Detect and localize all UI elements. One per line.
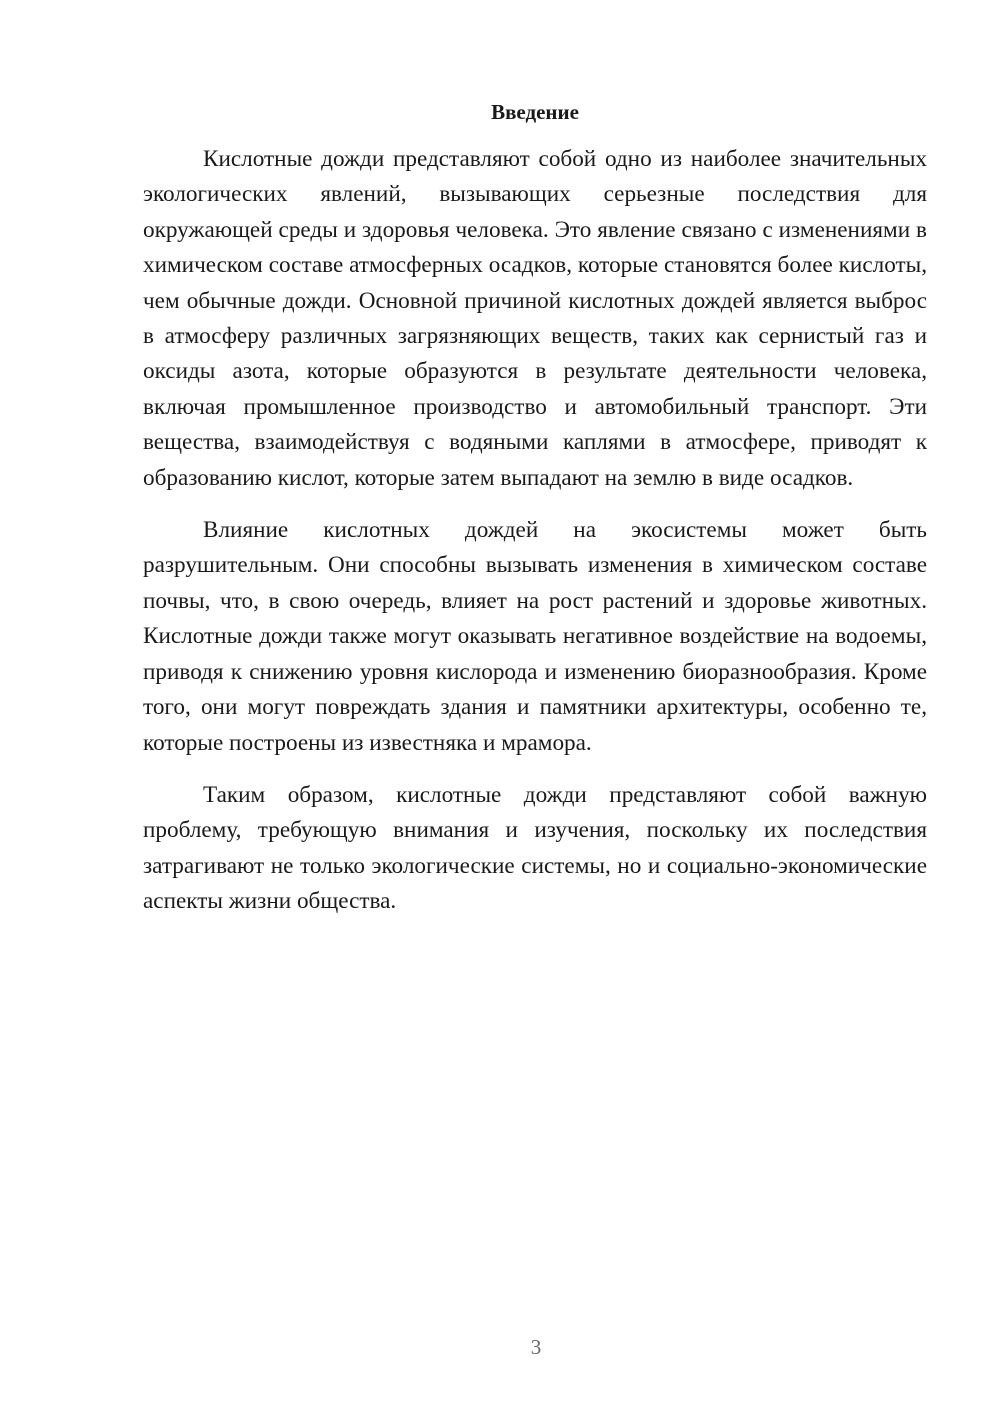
page-title: Введение: [491, 100, 579, 124]
page-number: 3: [530, 1335, 542, 1359]
paragraph-3: Таким образом, кислотные дожди представляют собой важную проблему, требующую внимания и изучения, поскольку их последствия затрагивают не только экологические системы, но и социально-экономические аспекты жизни общества.: [143, 781, 927, 915]
paragraph-2: Влияние кислотных дождей на экосистемы может быть разрушительным. Они способны вызывать изменения в химическом составе почвы, что, в свою очередь, влияет на рост растений и здоровье животных. Кислотные дожди также могут оказывать негативное воздействие на водоемы, приводя к снижению уровня кислорода и изменению биоразнообразия. Кроме того, они могут повреждать здания и памятники архитектуры, особенно те, которые построены из известняка и мрамора.: [143, 517, 927, 756]
body-text: [143, 142, 927, 920]
paragraph-1: Кислотные дожди представляют собой одно из наиболее значительных экологических явлений, вызывающих серьезные последствия для окружающей среды и здоровья человека. Это явление связано с изменениями в химическом составе атмосферных осадков, которые становятся более кислоты, чем обычные дожди. Основной причиной кислотных дождей является выброс в атмосферу различных загрязняющих веществ, таких как сернистый газ и оксиды азота, которые образуются в результате деятельности человека, включая промышленное производство и автомобильный транспорт. Эти вещества, взаимодействуя с водяными каплями в атмосфере, приводят к образованию кислот, которые затем выпадают на землю в виде осадков.: [143, 146, 927, 491]
